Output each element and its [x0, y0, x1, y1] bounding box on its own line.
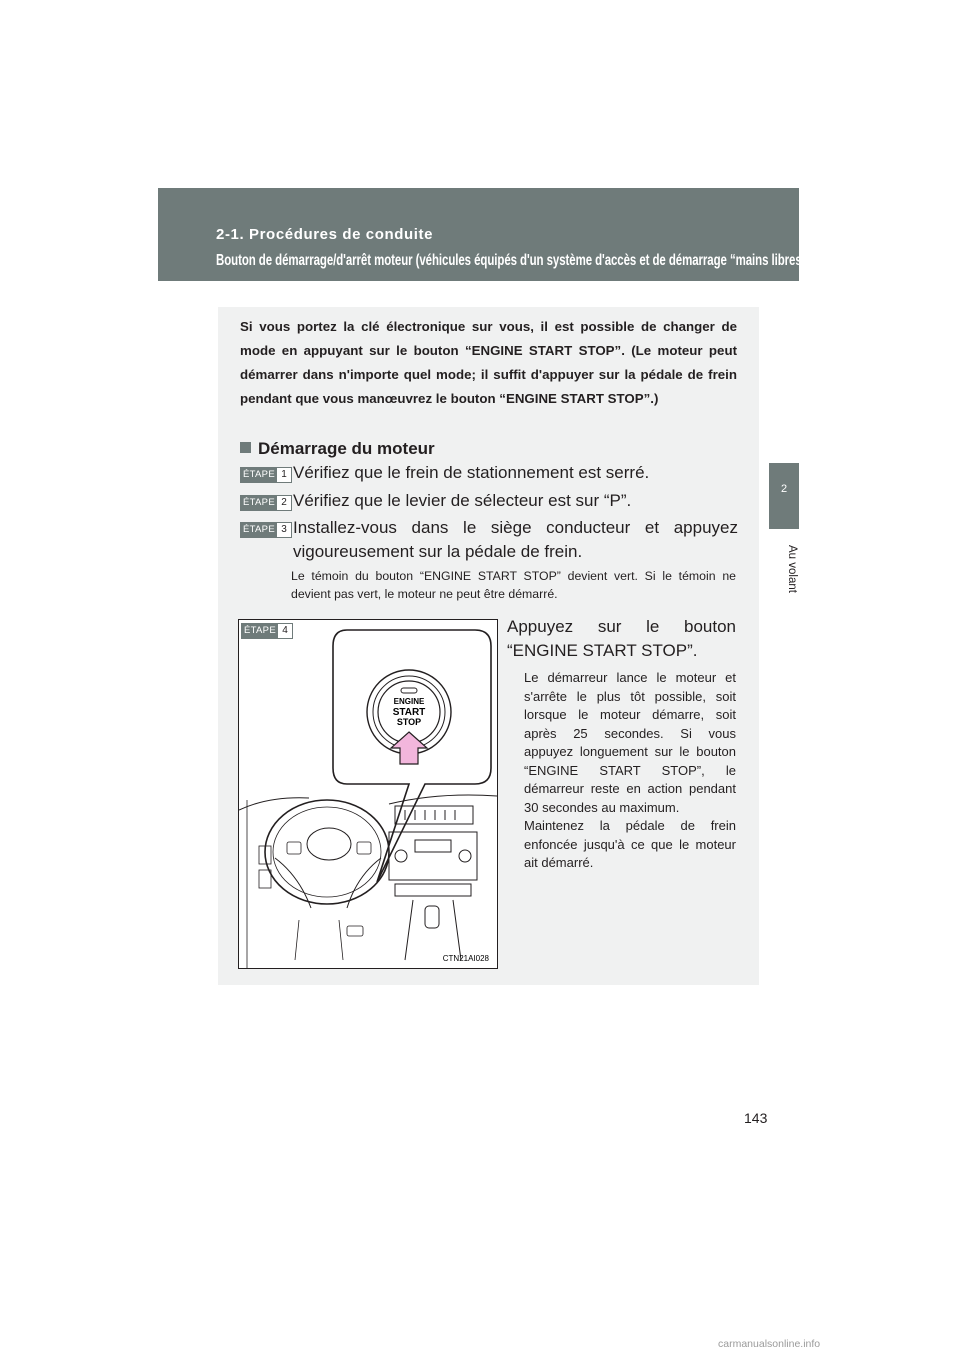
step-badge-number: 2 — [281, 497, 287, 508]
button-text-start: START — [392, 707, 426, 718]
page-subtitle: Bouton de démarrage/d'arrêt moteur (véhicules équipés d'un système d'accès et de démarrage “mains libres”) — [216, 252, 812, 269]
square-bullet-icon — [240, 442, 251, 453]
step-4-text-line2: “ENGINE START STOP”. — [507, 641, 698, 660]
step-badge-number: 4 — [282, 625, 288, 636]
step-badge-label: ÉTAPE — [242, 624, 278, 638]
step-badge-label: ÉTAPE — [241, 496, 277, 510]
engine-start-illustration — [238, 619, 498, 969]
step-badge-label: ÉTAPE — [241, 523, 277, 537]
page-number: 143 — [744, 1110, 768, 1126]
step-2-text: Vérifiez que le levier de sélecteur est sur “P”. — [293, 491, 632, 510]
section-heading — [240, 439, 435, 459]
step-4-text — [507, 615, 736, 663]
step-4-note — [524, 669, 736, 873]
button-text-engine: ENGINE — [393, 697, 425, 706]
chapter-number: 2 — [780, 483, 788, 495]
step-3-text-line1: Installez-vous dans le siège conducteur et appuyez — [293, 518, 738, 537]
step-1-text: Vérifiez que le frein de stationnement est serré. — [293, 463, 650, 482]
step-badge-number: 3 — [281, 524, 287, 535]
step-badge-number: 1 — [281, 469, 287, 480]
step-3-note: Le témoin du bouton “ENGINE START STOP” devient vert. Si le témoin ne devient pas vert, le moteur ne peut être démarré. — [291, 569, 736, 601]
step-badge — [240, 467, 292, 483]
step-4-note-p2: Maintenez la pédale de frein enfoncée jusqu'à ce que le moteur ait démarré. — [524, 818, 736, 870]
step-badge — [240, 522, 292, 538]
chapter-header — [158, 188, 812, 281]
step-badge-label: ÉTAPE — [241, 468, 277, 482]
step-3-text-line2: vigoureusement sur la pédale de frein. — [293, 542, 583, 561]
content-panel — [218, 307, 759, 985]
button-text-stop: STOP — [396, 717, 422, 727]
step-4-text-line1: Appuyez sur le bouton — [507, 617, 736, 636]
heading-text: Démarrage du moteur — [258, 439, 435, 458]
intro-paragraph: Si vous portez la clé électronique sur vous, il est possible de changer de mode en appuyant sur le bouton “ENGINE START STOP”. (Le moteur peut démarrer dans n'importe quel mode; il suffit d'appuyer sur la pédale de frein pendant que vous manœuvrez le bouton “ENGINE START STOP”.) — [240, 319, 737, 406]
chapter-tab[interactable] — [769, 463, 799, 529]
step-badge — [240, 495, 292, 511]
figure-code: CTN21AI028 — [442, 954, 489, 963]
watermark: carmanualsonline.info — [718, 1338, 821, 1350]
section-title: 2-1. Procédures de conduite — [216, 226, 434, 243]
chapter-label: Au volant — [786, 545, 798, 593]
dashboard-drawing — [239, 620, 497, 968]
step-4-note-p1: Le démarreur lance le moteur et s'arrête le plus tôt possible, soit lorsque le moteur démarre, soit après 25 secondes. Si vous appuyez longuement sur le bouton “ENGINE START STOP”, le démarreur reste en action pendant 30 secondes au maximum. — [524, 670, 736, 815]
